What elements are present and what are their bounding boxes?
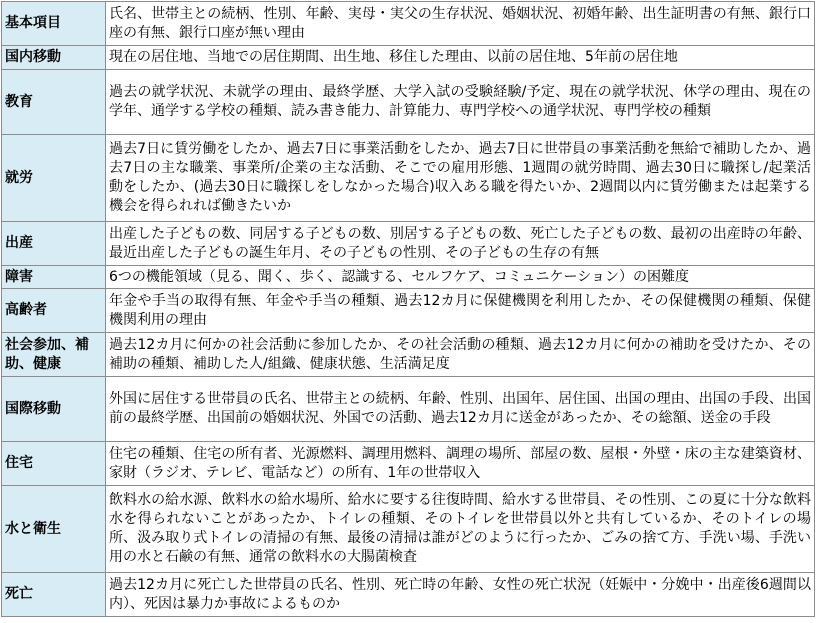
table-row: [2, 442, 815, 486]
content-cell: 住宅の種類、住宅の所有者、光源燃料、調理用燃料、調理の場所、部屋の数、屋根・外壁・床の主な建築資材、家財（ラジオ、テレビ、電話など）の所有、1年の世帯収入: [106, 442, 815, 486]
content-cell: 現在の居住地、当地での居住期間、出生地、移住した理由、以前の居住地、5年前の居住地: [106, 46, 815, 70]
table-row: [2, 135, 815, 222]
content-cell: 過去の就学状況、未就学の理由、最終学歴、大学入試の受験経験/予定、現在の就学状況、休学の理由、現在の学年、通学する学校の種類、読み書き能力、計算能力、専門学校への通学状況、専門学校の種類: [106, 70, 815, 135]
survey-items-table: [1, 1, 815, 617]
content-cell: 飲料水の給水源、飲料水の給水場所、給水に要する往復時間、給水する世帯員、その性別、この夏に十分な飲料水を得られないことがあったか、トイレの種類、そのトイレを世帯員以外と共有しているか、そのトイレの場所、汲み取り式トイレの清掃の有無、最後の清掃は誰がどのように行ったか、ごみの捨て方、手洗い場、手洗い用の水と石鹸の有無、通常の飲料水の大腸菌検査: [106, 486, 815, 573]
table-row: [2, 486, 815, 573]
table-row: [2, 70, 815, 135]
table-row: [2, 289, 815, 333]
category-cell: 水と衛生: [2, 486, 106, 573]
table-row: [2, 222, 815, 266]
category-cell: 住宅: [2, 442, 106, 486]
content-cell: 過去7日に賃労働をしたか、過去7日に事業活動をしたか、過去7日に世帯員の事業活動を無給で補助したか、過去7日の主な職業、事業所/企業の主な活動、そこでの雇用形態、1週間の就労時間、過去30日に職探し/起業活動をしたか、(過去30日に職探しをしなかった場合)収入ある職を得たいか、2週間以内に賃労働または起業する機会を得られれば働きたいか: [106, 135, 815, 222]
table-row: [2, 377, 815, 442]
content-cell: 氏名、世帯主との続柄、性別、年齢、実母・実父の生存状況、婚姻状況、初婚年齢、出生証明書の有無、銀行口座の有無、銀行口座が無い理由: [106, 2, 815, 46]
table-row: [2, 46, 815, 70]
content-cell: 過去12カ月に死亡した世帯員の氏名、性別、死亡時の年齢、女性の死亡状況（妊娠中・分娩中・出産後6週間以内）、死因は暴力か事故によるものか: [106, 573, 815, 617]
content-cell: 過去12カ月に何かの社会活動に参加したか、その社会活動の種類、過去12カ月に何かの補助を受けたか、その補助の種類、補助した人/組織、健康状態、生活満足度: [106, 333, 815, 377]
table-row: [2, 333, 815, 377]
table-row: [2, 2, 815, 46]
table-row: [2, 266, 815, 289]
category-cell: 国際移動: [2, 377, 106, 442]
category-cell: 死亡: [2, 573, 106, 617]
content-cell: 6つの機能領域（見る、聞く、歩く、認識する、セルフケア、コミュニケーション）の困難度: [106, 266, 815, 289]
category-cell: 高齢者: [2, 289, 106, 333]
category-cell: 教育: [2, 70, 106, 135]
content-cell: 外国に居住する世帯員の氏名、世帯主との続柄、年齢、性別、出国年、居住国、出国の理由、出国の手段、出国前の最終学歴、出国前の婚姻状況、外国での活動、過去12カ月に送金があったか、その総額、送金の手段: [106, 377, 815, 442]
table-row: [2, 573, 815, 617]
content-cell: 出産した子どもの数、同居する子どもの数、別居する子どもの数、死亡した子どもの数、最初の出産時の年齢、最近出産した子どもの誕生年月、その子どもの性別、その子どもの生存の有無: [106, 222, 815, 266]
category-cell: 就労: [2, 135, 106, 222]
category-cell: 基本項目: [2, 2, 106, 46]
category-cell: 社会参加、補助、健康: [2, 333, 106, 377]
category-cell: 障害: [2, 266, 106, 289]
content-cell: 年金や手当の取得有無、年金や手当の種類、過去12カ月に保健機関を利用したか、その保健機関の種類、保健機関利用の理由: [106, 289, 815, 333]
category-cell: 国内移動: [2, 46, 106, 70]
category-cell: 出産: [2, 222, 106, 266]
